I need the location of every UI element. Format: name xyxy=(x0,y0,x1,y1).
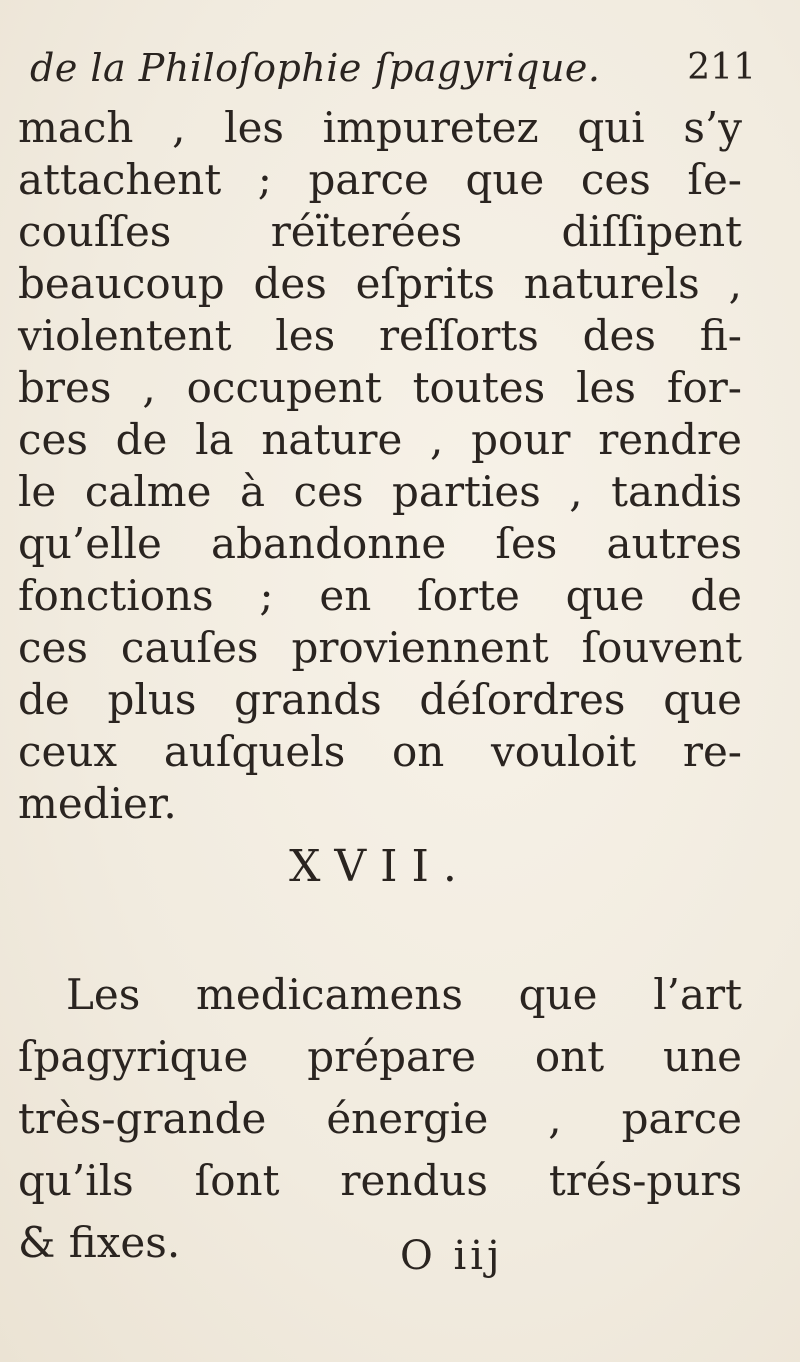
text-line: violentent les reſſorts des fi- xyxy=(18,311,742,360)
running-title: de la Philoſophie ſpagyrique. xyxy=(30,46,601,90)
text-line: très-grande énergie , parce xyxy=(18,1094,742,1143)
text-line: qu’elle abandonne ſes autres xyxy=(18,519,742,568)
page-number: 211 xyxy=(687,47,756,88)
text-line: ſpagyrique prépare ont une xyxy=(18,1032,742,1081)
text-line: Les medicamens que l’art xyxy=(66,970,742,1019)
text-line: bres , occupent toutes les for- xyxy=(18,363,742,412)
text-line: le calme à ces parties , tandis xyxy=(18,467,742,516)
page-header xyxy=(30,42,770,94)
signature-mark: O iij xyxy=(400,1233,504,1279)
text-line: fonctions ; en ſorte que de xyxy=(18,571,742,620)
text-line: medier. xyxy=(18,779,177,828)
text-line: attachent ; parce que ces ſe- xyxy=(18,155,742,204)
text-line: de plus grands déſordres que xyxy=(18,675,742,724)
text-line: couſſes réïterées diſſipent xyxy=(18,207,742,256)
text-line: mach , les impuretez qui s’y xyxy=(18,103,742,152)
text-line: & fixes. xyxy=(18,1218,181,1267)
text-line: beaucoup des eſprits naturels , xyxy=(18,259,742,308)
text-line: qu’ils ſont rendus trés-purs xyxy=(18,1156,742,1205)
text-line: ceux auſquels on vouloit re- xyxy=(18,727,742,776)
section-number: XVII. xyxy=(289,841,471,892)
text-line: ces de la nature , pour rendre xyxy=(18,415,742,464)
text-line: ces cauſes proviennent ſouvent xyxy=(18,623,742,672)
